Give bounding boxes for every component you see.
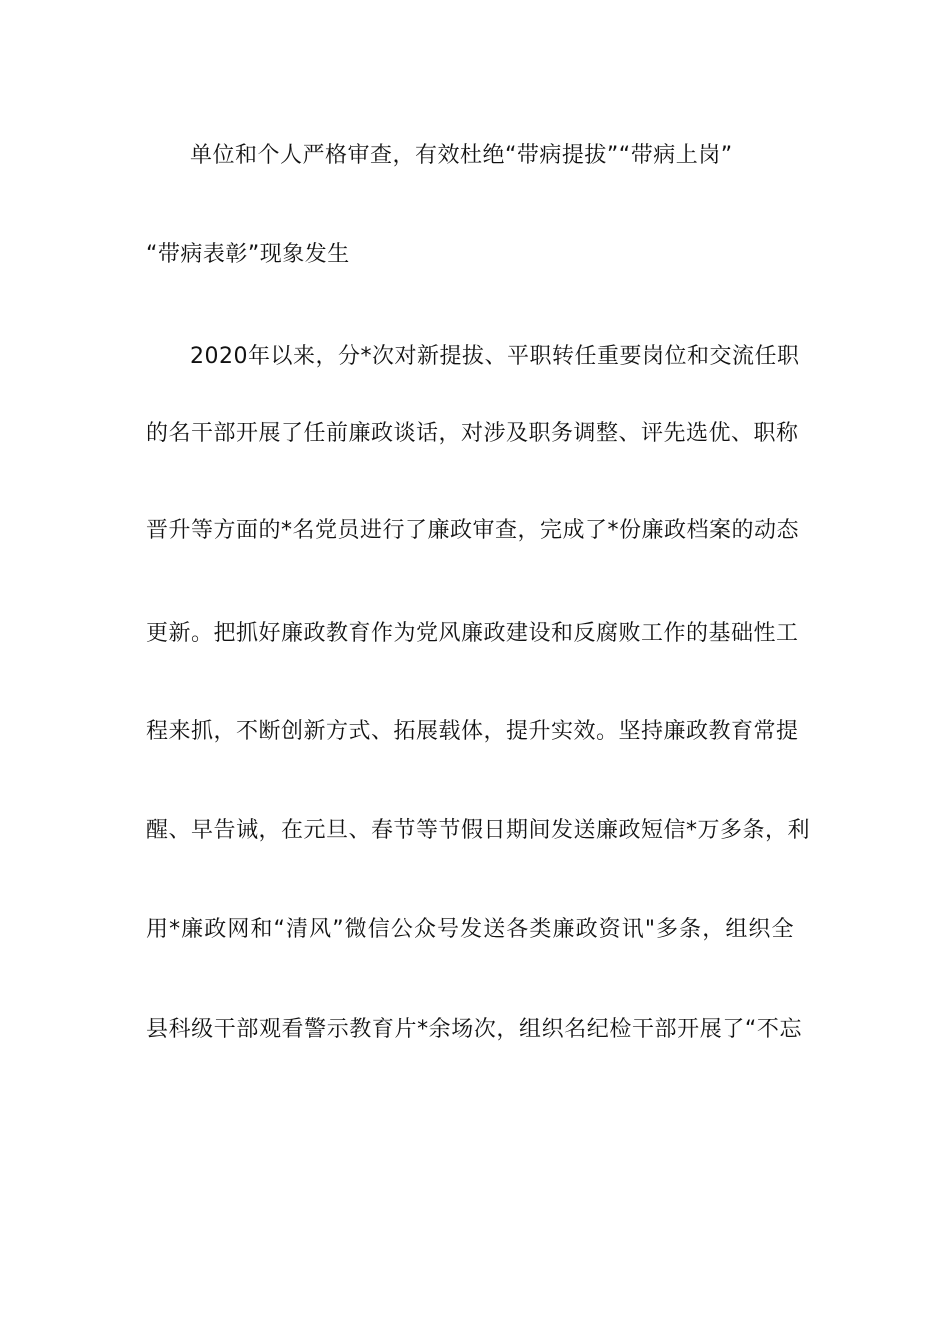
text-line-8: 醒、早告诫，在元旦、春节等节假日期间发送廉政短信*万多条，利 — [146, 818, 811, 843]
text-line-4: 的名干部开展了任前廉政谈话，对涉及职务调整、评先选优、职称 — [146, 421, 799, 446]
text-line-10: 县科级干部观看警示教育片*余场次，组织名纪检干部开展了“不忘 — [146, 1017, 802, 1042]
text-line-5: 晋升等方面的*名党员进行了廉政审查，完成了*份廉政档案的动态 — [146, 518, 800, 543]
text-line-1: 单位和个人严格审查，有效杜绝“带病提拔”“带病上岗” — [190, 143, 733, 168]
text-line-9: 用*廉政网和“清风”微信公众号发送各类廉政资讯"多条，组织全 — [146, 917, 794, 942]
text-line-7: 程来抓，不断创新方式、拓展载体，提升实效。坚持廉政教育常提 — [146, 719, 799, 744]
text-line-6: 更新。把抓好廉政教育作为党风廉政建设和反腐败工作的基础性工 — [146, 621, 799, 646]
text-line-3: 2020年以来，分*次对新提拔、平职转任重要岗位和交流任职 — [190, 344, 800, 369]
text-line-2: “带病表彰”现象发生 — [146, 242, 350, 267]
